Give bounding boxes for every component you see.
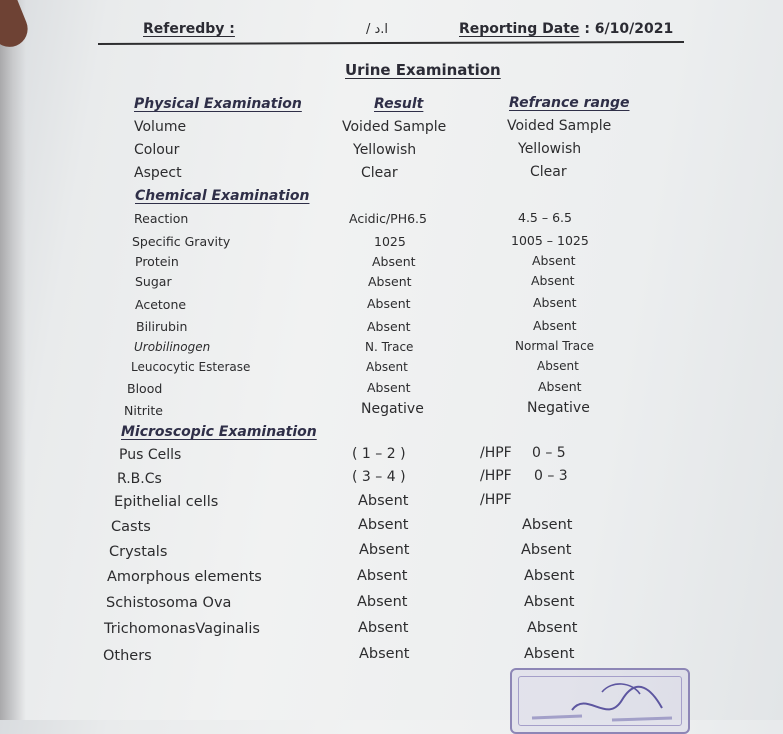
row-reference: Absent <box>522 517 573 533</box>
microscopic-section-title: Microscopic Examination <box>121 424 317 440</box>
row-unit: /HPF <box>480 445 512 461</box>
row-name: Casts <box>111 519 151 535</box>
reporting-date-label: Reporting Date <box>459 21 580 37</box>
signature-scribble <box>512 670 688 732</box>
row-result: Absent <box>357 594 408 610</box>
row-reference: Negative <box>527 400 590 416</box>
page-edge-shadow <box>0 0 26 720</box>
row-name: Amorphous elements <box>107 569 262 585</box>
referred-by-label: Referedby : <box>143 21 235 37</box>
row-name: Bilirubin <box>136 319 188 334</box>
row-name: Acetone <box>135 297 187 312</box>
reporting-date <box>459 21 673 37</box>
row-unit: /HPF <box>480 492 512 508</box>
row-reference: Absent <box>532 253 576 268</box>
chemical-section-title: Chemical Examination <box>135 188 310 204</box>
row-result: ( 3 – 4 ) <box>352 469 406 485</box>
row-reference: Yellowish <box>518 141 582 157</box>
row-name: Blood <box>127 381 163 396</box>
row-reference: Absent <box>524 568 575 584</box>
row-result: Acidic/PH6.5 <box>349 211 427 226</box>
row-result: Absent <box>367 380 411 395</box>
row-result: Absent <box>357 568 408 584</box>
row-name: Nitrite <box>124 403 163 418</box>
row-reference: Absent <box>533 295 577 310</box>
row-name: Schistosoma Ova <box>106 595 232 611</box>
row-result: Absent <box>358 620 409 636</box>
row-name: Reaction <box>134 211 189 226</box>
finger-in-photo <box>0 0 33 52</box>
row-result: Yellowish <box>353 142 417 158</box>
row-result: Voided Sample <box>342 119 447 135</box>
row-result: Absent <box>367 319 411 334</box>
row-result: Absent <box>358 517 409 533</box>
row-name: Volume <box>134 119 187 135</box>
row-result: Negative <box>361 401 424 417</box>
row-name: Sugar <box>135 274 172 289</box>
row-reference: Absent <box>527 620 578 636</box>
row-result: Absent <box>368 274 412 289</box>
row-result: Absent <box>359 646 410 662</box>
row-result: N. Trace <box>365 340 414 354</box>
row-reference: 0 – 5 <box>532 445 566 461</box>
row-reference: Absent <box>524 594 575 610</box>
row-name: Specific Gravity <box>132 234 231 249</box>
row-reference: Clear <box>530 164 567 180</box>
lab-stamp <box>510 668 690 734</box>
row-result: ( 1 – 2 ) <box>352 446 406 462</box>
row-reference: Absent <box>524 646 575 662</box>
row-result: Absent <box>366 360 408 374</box>
row-result: Absent <box>372 254 416 269</box>
row-name: Protein <box>135 254 179 269</box>
row-name: Epithelial cells <box>114 494 219 510</box>
reporting-date-value: : 6/10/2021 <box>584 21 674 37</box>
row-reference: 1005 – 1025 <box>511 233 589 248</box>
result-column-header: Result <box>374 96 424 112</box>
row-reference: 4.5 – 6.5 <box>518 210 572 225</box>
row-reference: Absent <box>537 359 579 373</box>
row-result: Absent <box>358 493 409 509</box>
row-result: Clear <box>361 165 398 181</box>
row-reference: Absent <box>538 379 582 394</box>
row-reference: Normal Trace <box>515 339 595 353</box>
row-name: Aspect <box>134 165 182 181</box>
physical-section-title: Physical Examination <box>134 96 302 112</box>
reference-column-header: Refrance range <box>509 95 630 111</box>
header-divider <box>98 41 684 45</box>
row-result: Absent <box>359 542 410 558</box>
row-name: Urobilinogen <box>134 340 211 354</box>
row-reference: Voided Sample <box>507 118 612 134</box>
row-result: Absent <box>367 296 411 311</box>
row-name: Colour <box>134 142 180 158</box>
row-name: Pus Cells <box>119 447 182 463</box>
row-name: TrichomonasVaginalis <box>104 621 260 637</box>
row-name: Crystals <box>109 544 168 560</box>
row-name: R.B.Cs <box>117 471 162 487</box>
row-unit: /HPF <box>480 468 512 484</box>
row-name: Others <box>103 648 152 664</box>
row-reference: Absent <box>533 318 577 333</box>
row-reference: Absent <box>531 273 575 288</box>
referred-by-value: / ا.د <box>366 22 389 37</box>
row-reference: Absent <box>521 542 572 558</box>
row-result: 1025 <box>374 234 406 249</box>
row-reference: 0 – 3 <box>534 468 568 484</box>
report-title: Urine Examination <box>345 61 501 79</box>
row-name: Leucocytic Esterase <box>131 360 251 374</box>
